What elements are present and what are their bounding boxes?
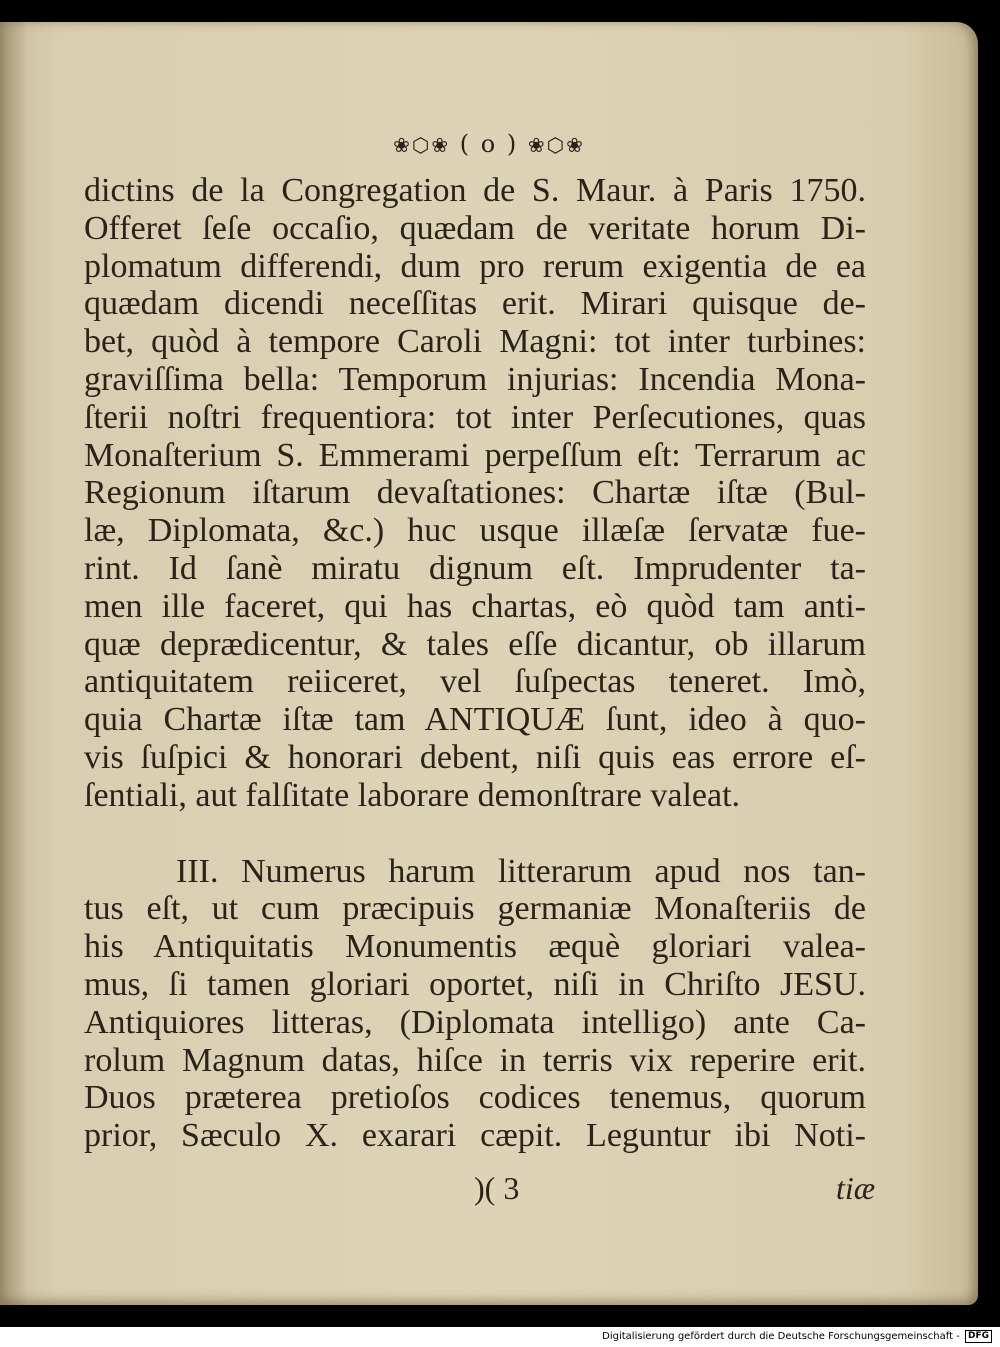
signature-mark: )( 3 [474,1170,520,1206]
dfg-logo: DFG [965,1330,992,1343]
text-line: quia Chartæ iſtæ tam ANTIQUÆ ſunt, ideo à quo- [84,701,866,739]
page-foot [0,1170,978,1210]
text-line: mus, ſi tamen gloriari oportet, niſi in Chriſto JESU. [84,965,866,1003]
header-center: ( o ) [459,130,519,158]
text-line: Antiquiores litteras, (Diplomata intelligo) ante Ca- [84,1003,866,1041]
text-line: ſterii noſtri frequentiora: tot inter Perſecutiones, quas [84,398,866,436]
text-line: his Antiquitatis Monumentis æquè gloriari valea- [84,928,866,966]
header-ornament-right-icon: ❀⬡❀ [527,133,585,157]
text-line: vis ſuſpici & honorari debent, niſi quis eas errore eſ- [84,738,866,776]
catchword: tiæ [836,1170,876,1206]
page-gutter-shadow [0,22,28,1305]
paragraph-gap [84,815,866,853]
book-page [0,22,978,1305]
text-line: quædam dicendi neceſſitas erit. Mirari quisque de- [84,285,866,323]
text-line: bet, quòd à tempore Caroli Magni: tot inter turbines: [84,323,866,361]
text-line: antiquitatem reiiceret, vel ſuſpectas teneret. Imò, [84,663,866,701]
text-line: tus eſt, ut cum præcipuis germaniæ Monaſteriis de [84,890,866,928]
text-line: ſentiali, aut falſitate laborare demonſtrare valeat. [84,776,741,814]
text-line: Duos præterea pretioſos codices tenemus, quorum [84,1079,866,1117]
page-body-text [84,172,866,1155]
text-line: III. Numerus harum litterarum apud nos tan- [176,852,866,890]
running-header [0,130,978,158]
text-line: graviſſima bella: Temporum injurias: Incendia Mona- [84,360,866,398]
credit-text: Digitalisierung gefördert durch die Deutsche Forschungsgemeinschaft - [602,1331,960,1342]
header-ornament-left-icon: ❀⬡❀ [393,133,451,157]
text-line: rint. Id ſanè miratu dignum eſt. Imprudenter ta- [84,549,866,587]
digitization-credit [0,1327,1000,1347]
text-line: læ, Diplomata, &c.) huc usque illæſæ ſervatæ fue- [84,512,866,550]
text-line: rolum Magnum datas, hiſce in terris vix reperire erit. [84,1041,866,1079]
text-line: Regionum iſtarum devaſtationes: Chartæ iſtæ (Bul- [84,474,866,512]
text-line: prior, Sæculo X. exarari cæpit. Leguntur ibi Noti- [84,1117,866,1155]
text-line: Monaſterium S. Emmerami perpeſſum eſt: Terrarum ac [84,436,866,474]
text-line: Offeret ſeſe occaſio, quædam de veritate horum Di- [84,209,866,247]
text-line: quæ deprædicentur, & tales eſſe dicantur, ob illarum [84,625,866,663]
text-line: plomatum differendi, dum pro rerum exigentia de ea [84,247,866,285]
text-line: dictins de la Congregation de S. Maur. à Paris 1750. [84,172,866,209]
text-line: men ille faceret, qui has chartas, eò quòd tam anti- [84,587,866,625]
